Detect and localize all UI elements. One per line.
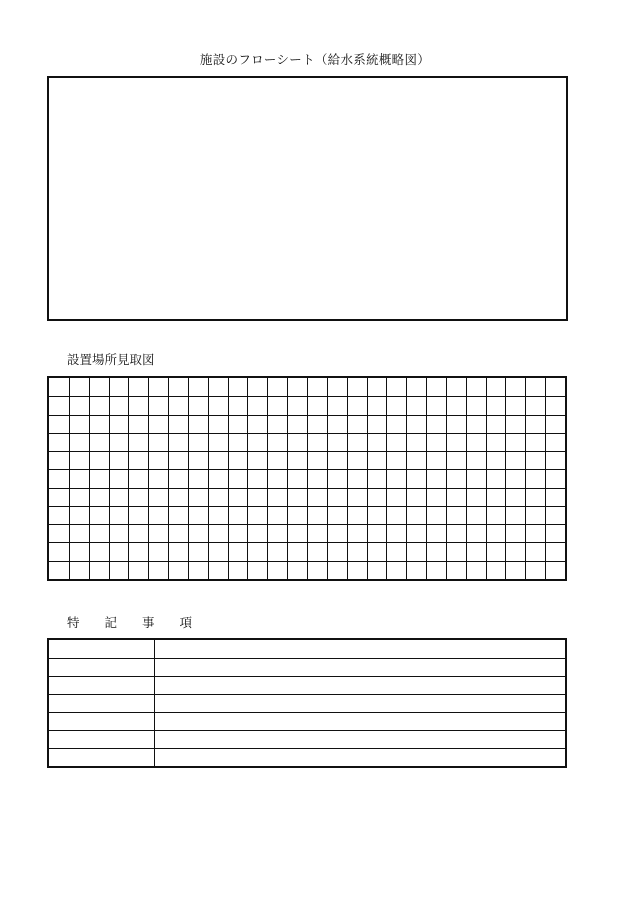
notes-row-divider <box>49 748 565 749</box>
page-title: 施設のフローシート（給水系統概略図） <box>199 52 431 67</box>
special-notes-table[interactable] <box>47 638 567 768</box>
notes-row-divider <box>49 712 565 713</box>
notes-row-divider <box>49 658 565 659</box>
notes-row-divider <box>49 694 565 695</box>
notes-row-divider <box>49 730 565 731</box>
special-notes-label: 特 記 事 項 <box>67 615 193 630</box>
notes-row-divider <box>49 676 565 677</box>
site-map-grid[interactable] <box>47 376 567 581</box>
grid-lines <box>49 378 565 579</box>
flow-sheet-diagram-area[interactable] <box>47 76 568 321</box>
site-map-label: 設置場所見取図 <box>67 352 155 367</box>
